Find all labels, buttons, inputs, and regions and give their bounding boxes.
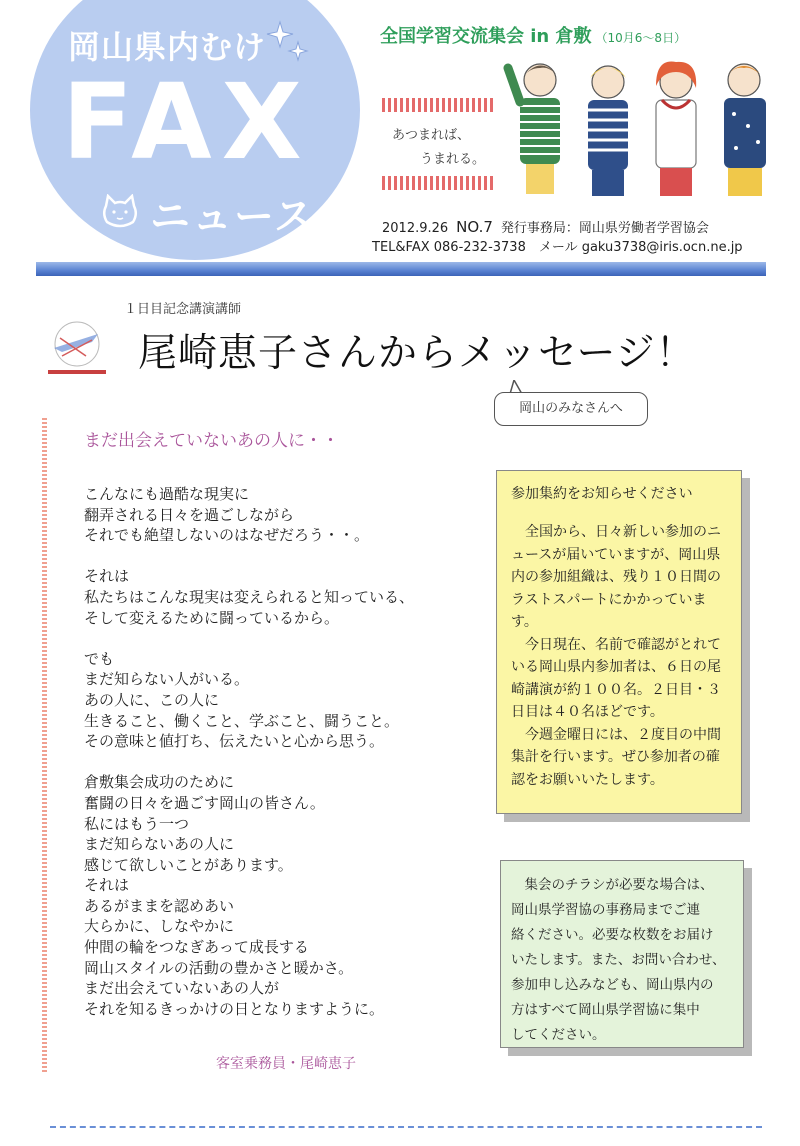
poem-line: 岡山スタイルの活動の豊かさと暖かさ。 [84,958,354,977]
people-illustration [500,56,780,202]
header-banner [36,262,766,276]
event-title-text: 全国学習交流集会 in 倉敷 [380,26,592,47]
flyer-box-line: いたします。また、お問い合わせ、 [511,952,726,968]
poem-line: 奮闘の日々を過ごす岡山の皆さん。 [84,793,325,812]
notice-box [496,470,750,822]
flyer-box-body [511,873,737,1048]
notice-box-body [511,521,733,791]
issue-publisher: 発行事務局：岡山県労働者学習協会 [500,221,709,236]
poem-line: まだ知らないあの人に [84,835,235,854]
poem-line: 大らかに、しなやかに [84,917,235,936]
masthead-fax: FAX [62,61,312,183]
flyer-box-line: 集会のチラシが必要な場合は、 [511,877,714,893]
notice-box-line: 崎講演が約１００名。２日目・３ [511,681,721,698]
poem-line: 倉敷集会成功のために [84,773,235,792]
event-dates: （10月6～8日） [595,31,687,45]
poem-line: それでも絶望しないのはなぜだろう・・。 [84,526,370,545]
poem-line: そして変えるために闘っているから。 [84,608,340,627]
flyer-box-panel [500,860,744,1048]
slogan-line-2: うまれる。 [420,152,486,167]
issue-line [382,217,709,236]
poem-line: こんなにも過酷な現実に [84,485,250,503]
notice-box-line: 今日現在、名前で確認がとれて [511,636,721,653]
notice-box-line: 全国から、日々新しい参加のニ [511,524,721,540]
notice-box-line: す。 [511,614,538,630]
issue-date: 2012.9.26 [382,221,449,236]
flyer-box [500,860,752,1056]
poem-line: 生きること、働くこと、学ぶこと、闘うこと。 [84,711,400,730]
poem-line: 仲間の輪をつなぎあって成長する [84,938,309,957]
notice-box-line: いる岡山県内参加者は、６日の尾 [511,659,721,675]
poem-line: 感じて欲しいことがあります。 [84,855,293,874]
notice-box-line: 内の参加組織は、残り１０日間の [511,569,721,585]
poem-body [84,484,414,1019]
poem-line: 翻弄される日々を過ごしながら [84,505,295,524]
decorative-stripes-bottom [382,176,494,190]
poem-line: その意味と値打ち、伝えたいと心から思う。 [84,732,385,751]
poem-gap [84,752,414,773]
left-decorative-bar [42,418,47,1074]
masthead-news: ニュース [150,194,316,240]
issue-number: NO.7 [456,218,493,236]
flyer-box-line: してください。 [511,1027,606,1043]
notice-box-line: 今週金曜日には、２度目の中間 [511,726,721,743]
poem-line: でも [84,649,115,668]
poem-line: まだ出会えていないあの人が [84,979,280,998]
poem-line: あの人に、この人に [84,690,220,709]
poem-gap [84,546,414,567]
poem-line: それを知るきっかけの日となりますように。 [84,999,385,1018]
event-title [380,22,686,48]
notice-box-panel [496,470,742,814]
cat-face-icon [100,194,140,230]
poem-line: あるがままを認めあい [84,896,235,915]
poem-signature: 客室乗務員・尾崎恵子 [216,1056,356,1072]
decorative-stripes-top [382,98,494,112]
poem-gap [84,628,414,649]
notice-box-line: ラストスパートにかかっていま [511,591,707,608]
flyer-box-line: 方はすべて岡山県学習協に集中 [511,1002,700,1018]
speech-bubble-text: 岡山のみなさんへ [519,401,623,416]
poem-line: 私たちはこんな現実は変えられると知っている、 [84,587,415,606]
poem-line: まだ知らない人がいる。 [84,670,250,689]
poem-line: それは [84,567,130,586]
flyer-box-line: 絡ください。必要な枚数をお届け [511,927,714,943]
speech-bubble [494,392,648,426]
headline: 尾崎恵子さんからメッセージ！ [138,331,696,376]
speaker-label: １日目記念講演講師 [124,302,242,317]
slogan-line-1: あつまれば、 [392,128,471,143]
masthead-prefix: 岡山県内むけ [68,28,267,66]
flyer-box-line: 岡山県学習協の事務局までご連 [511,902,700,918]
flyer-box-line: 参加申し込みなども、岡山県内の [511,977,714,993]
bottom-dashed-rule [50,1126,762,1128]
notice-box-line: 認をお願いいたします。 [511,771,664,788]
issue-contact: TEL&FAX 086-232-3738 メール gaku3738@iris.ocn.ne.jp [372,240,743,255]
poem-line: それは [84,876,130,895]
notice-box-line: 集計を行います。ぜひ参加者の確 [511,749,720,765]
notice-box-title: 参加集約をお知らせください [511,486,693,502]
notice-box-line: ュースが届いていますが、岡山県 [511,546,721,563]
airplane-badge-icon [40,318,114,380]
poem-line: 私にはもう一つ [84,814,190,833]
poem-subhead: まだ出会えていないあの人に・・ [84,431,339,451]
notice-box-line: 日目は４０名ほどです。 [511,704,664,720]
